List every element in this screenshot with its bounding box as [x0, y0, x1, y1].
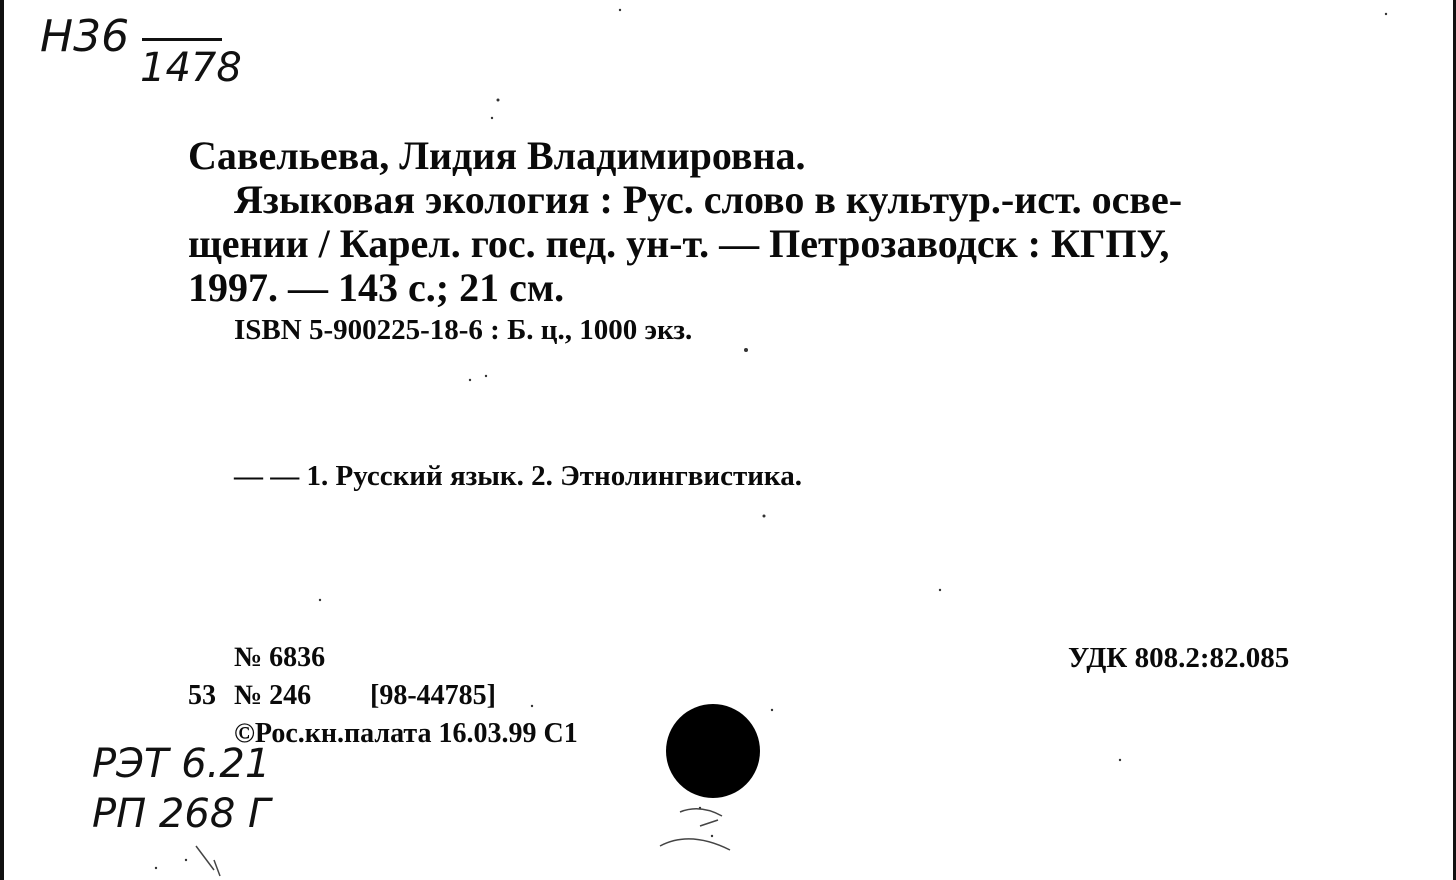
title-line-3: 1997. — 143 с.; 21 см. — [188, 265, 565, 310]
punch-hole — [666, 704, 760, 798]
subject-headings: — — 1. Русский язык. 2. Этнолингвистика. — [234, 460, 802, 492]
isbn-line: ISBN 5-900225-18-6 : Б. ц., 1000 экз. — [234, 314, 693, 346]
title-line-2: щении / Карел. гос. пед. ун-т. — Петрозаводск : КГПУ, — [188, 221, 1170, 266]
record-reference: [98-44785] — [370, 680, 496, 711]
accession-number: № 6836 — [234, 642, 326, 673]
copyright-line: ©Рос.кн.палата 16.03.99 С1 — [234, 718, 578, 749]
handwritten-shelf-mark-2: РП 268 Г — [92, 791, 271, 837]
title-line-1: Языковая экология : Рус. слово в культур.-ист. осве- — [234, 177, 1183, 222]
udc-code: УДК 808.2:82.085 — [1068, 642, 1290, 674]
handwritten-shelf-mark-1: РЭТ 6.21 — [92, 741, 271, 787]
handwritten-call-number — [40, 11, 130, 62]
author-heading: Савельева, Лидия Владимировна. — [188, 133, 806, 178]
call-number-bottom: 1478 — [140, 45, 242, 91]
record-number: № 246 — [234, 680, 312, 711]
card-left-edge — [0, 0, 4, 880]
call-number-overline — [142, 38, 222, 41]
call-number-top: Н36 — [40, 11, 130, 62]
record-prefix: 53 — [188, 680, 216, 711]
